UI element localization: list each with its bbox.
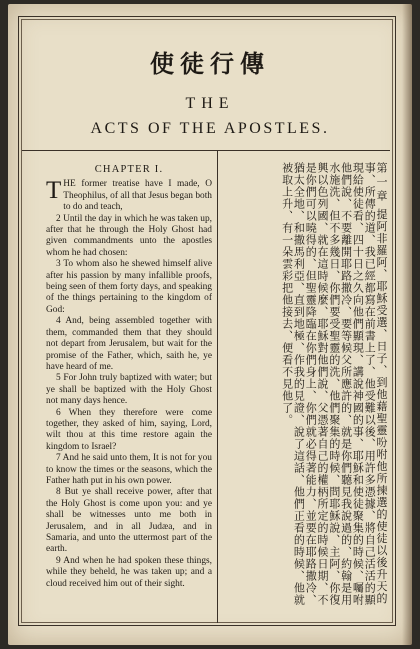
verse-4: 4 And, being assembled together with them, commanded them that they should not depart from Jerusalem, but wait for the promise of the Father, which, saith he, ye have heard of me. xyxy=(46,316,212,372)
verse-6: 6 When they therefore were come together, they asked of him, saying, Lord, wilt thou at this time restore again the kingdom to Israel? xyxy=(46,407,212,452)
verse-5: 5 For John truly baptized with water; but ye shall be baptized with the Holy Ghost not many days hence. xyxy=(46,373,212,407)
english-chapter-heading: CHAPTER I. xyxy=(94,164,164,175)
english-column xyxy=(46,164,212,590)
verse-8: 8 But ye shall receive power, after that the Holy Ghost is come upon you: and ye shall be witnesses unto me both in Jerusalem, and in all Judæa, and in Samaria, and unto the uttermost part of the earth. xyxy=(46,487,212,555)
english-book-title: ACTS OF THE APOSTLES. xyxy=(90,120,330,137)
english-title-article: THE xyxy=(185,95,235,112)
verse-9: 9 And when he had spoken these things, while they beheld, he was taken up; and a cloud received him out of their sight. xyxy=(46,555,212,589)
verse-3: 3 To whom also he shewed himself alive after his passion by many infallible proofs, being seen of them forty days, and speaking of the things pertaining to the kingdom of God: xyxy=(46,259,212,315)
drop-cap: T xyxy=(46,177,62,205)
chinese-chapter-heading: 第一章 xyxy=(375,162,388,204)
chinese-column xyxy=(221,162,387,612)
verse-1-text: HE former treatise have I made, O Theophilus, of all that Jesus began both to do and teach, xyxy=(63,179,212,213)
column-divider xyxy=(217,150,218,623)
verse-7: 7 And he said unto them, It is not for you to know the times or the seasons, which the Father hath put in his own power. xyxy=(46,453,212,486)
chinese-text: 提阿非羅阿、耶穌受選、日子、到他藉聖靈吩咐他所揀選的使徒以後升天的事、所傳的道、我已經都寫在前書上了、他受難以後、用許多憑據、將自己活活的顯現給使徒看、四十日之久向他們顯現、講說神國的事、耶穌和使徒聚集的時候、囑咐他們說、不要離開耶路撒冷、要等候父所應許的、就是你們聽見我說過的、約翰是用水施洗、但不多幾日、你們要受聖靈的洗、他們聚集的時候、問耶穌說、主阿、你復興以色列國、就在這時候麼、耶穌對他們說、父憑著自己的權柄所定的時候日期、不是你們可以曉得的、但聖靈降臨在你們身上、你們就必得著能力、並要在耶路撒冷、猶太全地、和撒馬利亞、直到地極、作我的見證、說了這話、他們正看的時候、他就被取上升、有一朵雲彩把他接去、便看不見他了。 xyxy=(280,162,388,606)
title-rule xyxy=(22,150,390,151)
chinese-book-title: 使徒行傳 xyxy=(150,50,270,78)
verse-2: 2 Until the day in which he was taken up, after that he through the Holy Ghost had given commandments unto the apostles whom he had chosen: xyxy=(46,213,212,258)
verse-1 xyxy=(46,179,212,213)
